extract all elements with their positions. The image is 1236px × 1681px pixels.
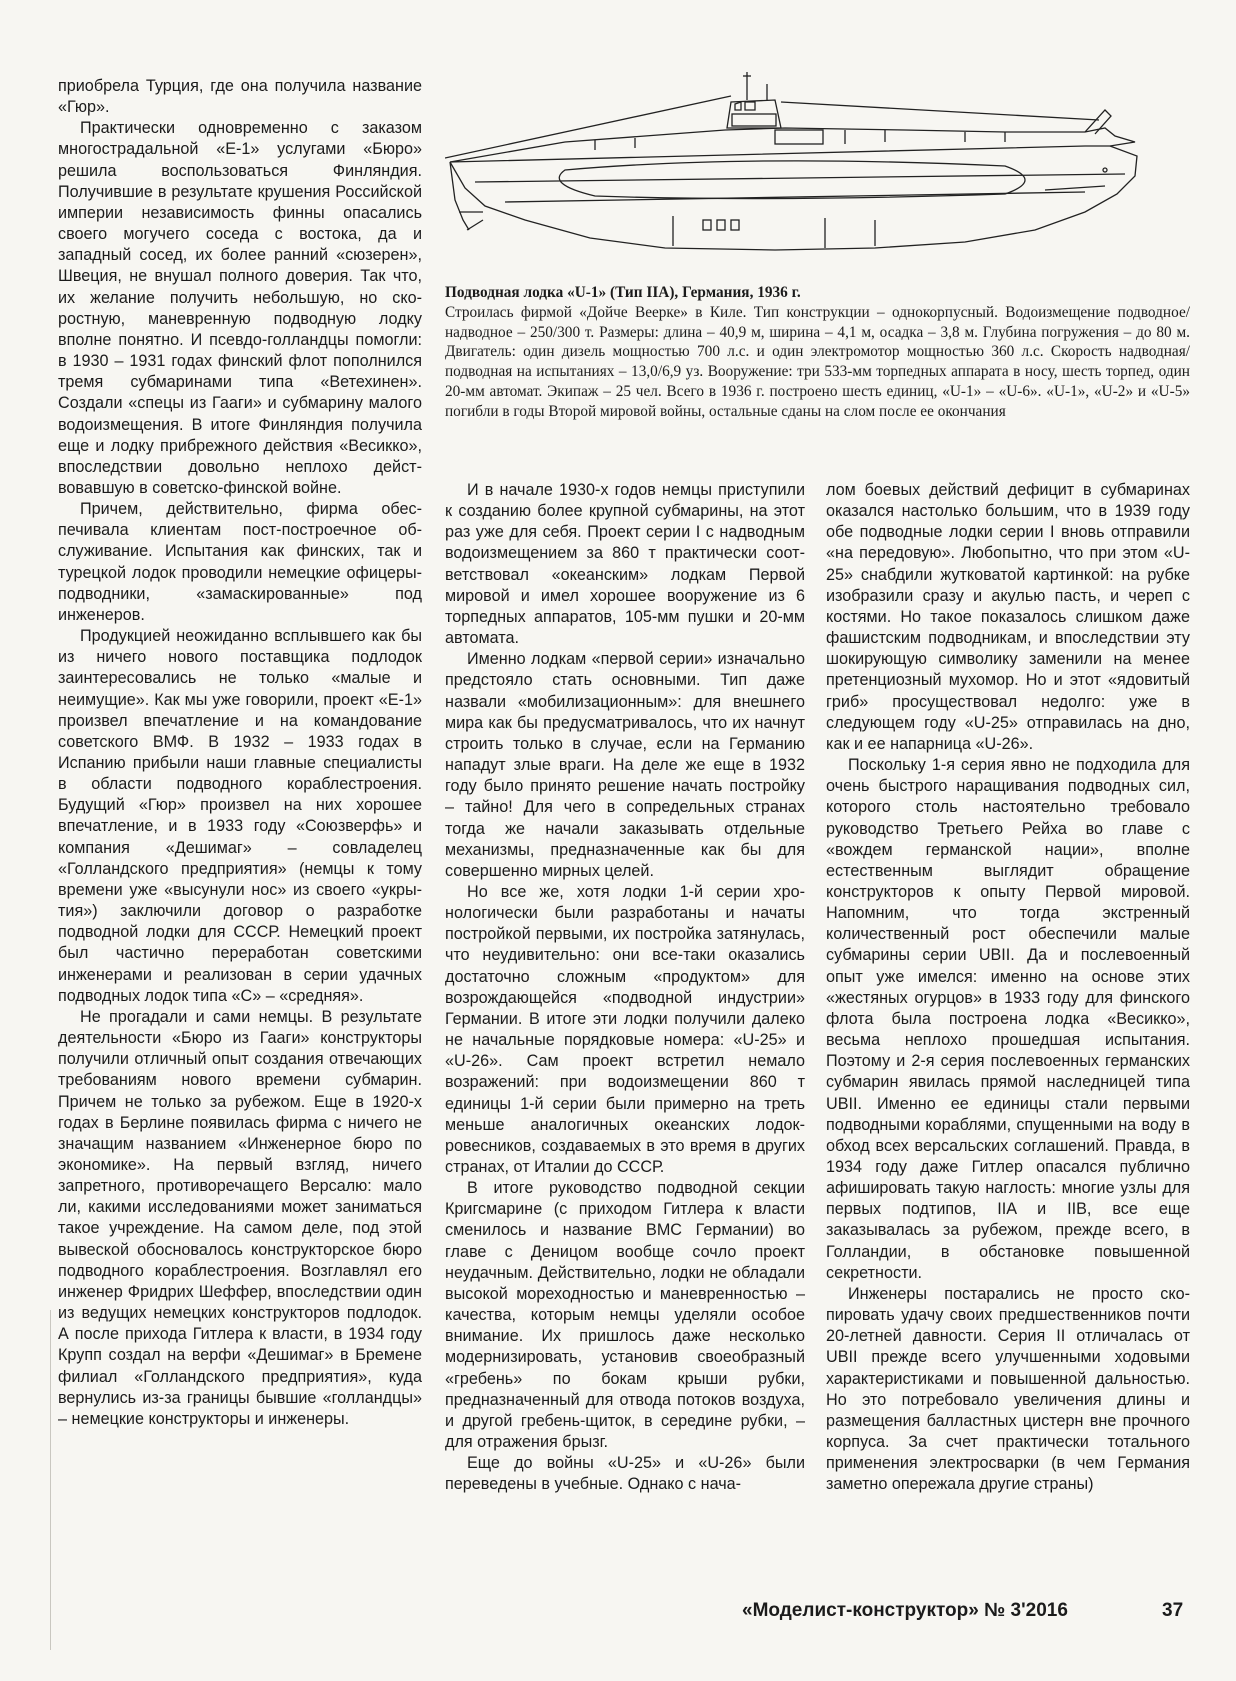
paragraph: Причем, действительно, фирма обеспечивала клиентам пост-построечное обслуживание. Испытания как финских, так и турецкой лодок проводили немецкие офицеры-подводники, «замаскированные» под инженеров. [58,500,422,624]
paragraph: Не прогадали и сами немцы. В результате деятельности «Бюро из Гааги» конструкторы получили отличный опыт создания отвечающих требованиям нового времени субмарин. Причем не только за рубежом. Еще в 1920-х годах в Берлине появилась фирма с ничего не значащим названием «Инженерное бюро по экономике». На первый взгляд, ничего запретного, противоречащего Версалю: мало ли, какими исследованиями может заниматься такое учреждение. На самом деле, под этой вывеской обосновалось конструкторское бюро подводного кораблестроения. Возглавлял его инженер Фридрих Шеффер, впоследствии один из ведущих немецких конструкторов подлодок. А после прихода Гитлера к власти, в 1934 году Крупп создал на верфи «Дешимаг» в Бремене филиал «Голландского предприятия», куда вернулись из-за границы бывшие «голландцы» – немецкие конструкторы и инженеры. [58,1007,422,1428]
text-column-1 [58,76,422,1430]
paragraph: приобрела Турция, где она получила название «Гюр». [58,77,422,117]
paragraph: Продукцией неожиданно всплывшего как бы из ничего нового поставщика подлодок заинтересовались не только «малые и неимущие». Как мы уже говорили, проект «Е-1» произвел впечатление и на командование советского ВМФ. В 1932 – 1933 годах в Испанию прибыли наши главные специалисты в области подводного кораблестроения. Будущий «Гюр» произвел на них хорошее впечатление, и в 1933 году «Союзверфь» и компания «Дешимаг» – совладелец «Голландского предприятия» (немцы к тому времени уже «высунули нос» из своего «укрытия») заключили договор о разработке подводной лодки для СССР. Немецкий проект был частично переработан советскими инженерами и реализован в серии удачных подводных лодок типа «С» – «средняя». [58,627,422,1005]
paragraph: И в начале 1930-х годов немцы приступили к созданию более крупной субмарины, на этот раз уже для себя. Проект серии I с надводным водоизмещением за 860 т практически соответствовал «океанским» лодкам Первой мировой и имел хорошее вооружение из 6 торпедных аппаратов, 105-мм пушки и 20-мм автомата. [445,481,805,648]
journal-footer: «Моделист-конструктор» № 3'2016 [742,1600,1068,1621]
paragraph: Но все же, хотя лодки 1-й серии хронологически были разработаны и начаты постройкой первыми, их постройка затянулась, что неудивительно: они все-таки оказались достаточно сложным «продуктом» для возрождающейся «подводной индустрии» Германии. В итоге эти лодки получили далеко не начальные порядковые номера: «U-25» и «U-26». Сам проект встретил немало возражений: при водоизмещении 860 т единицы 1-й серии были примерно на треть меньше аналогичных океанских лодок-ровесников, создаваемых в это время в других странах, от Италии до СССР. [445,882,805,1176]
text-column-3 [826,480,1190,1496]
figure-caption [445,283,1190,422]
paragraph: В итоге руководство подводной секции Кригсмарине (с приходом Гитлера к власти сменилось и название ВМС Германии) во главе с Деницом вообще сочло проект неудачным. Действительно, лодки не обладали высокой мореходностью и маневренностью – качества, которым немцы уделяли особое внимание. Их пришлось даже несколько модернизировать, установив своеобразный «гребень» по бокам крыши рубки, предназначенный для отвода потоков воздуха, и другой гребень-щиток, в середине рубки, – для отражения брызг. [445,1179,805,1452]
paragraph: Именно лодкам «первой серии» изначально предстояло стать основными. Тип даже назвали «мобилизационным»: для внешнего мира как бы предусматривалось, что их начнут строить только в случае, если на Германию нападут злые враги. На деле же еще в 1932 году было принято решение начать постройку – тайно! Для чего в сопредельных странах тогда же начали заказывать отдельные механизмы, предназначенные как бы для совершенно мирных целей. [445,650,805,880]
text-column-2 [445,480,805,1496]
paragraph: Инженеры постарались не просто скопировать удачу своих предшественников почти 20-летней давности. Серия II отличалась от UBII прежде всего улучшенными ходовыми характеристиками и повышенной дальностью. Но это потребовало увеличения длины и размещения балластных цистерн вне прочного корпуса. За счет практически тотального применения электросварки (в чем Германия заметно опережала другие страны) [826,1284,1190,1494]
page-number: 37 [1162,1600,1184,1621]
paragraph: лом боевых действий дефицит в субмаринах оказался настолько большим, что в 1939 году обе подводные лодки серии I вновь отправили «на передовую». Любопытно, что при этом «U-25» снабдили жутковатой картинкой: на рубке изобразили сразу и акулью пасть, и череп с костями. Но такое показалось слишком даже фашистским подводникам, и впоследствии эту шокирующую символику заменили на менее претенциозный мухомор. Но и этот «ядовитый гриб» просуществовал недолго: уже в следующем году «U-25» отправилась на дно, как и ее напарница «U-26». [826,481,1190,753]
caption-text: Строилась фирмой «Дойче Веерке» в Киле. Тип конструкции – однокорпусный. Водоизмещение подводное/надводное – 250/300 т. Размеры: длина – 40,9 м, ширина – 4,1 м, осадка – 3,8 м. Глубина погружения – до 80 м. Двигатель: один дизель мощностью 700 л.с. и один электромотор мощностью 360 л.с. Скорость надводная/подводная на испытаниях – 13,0/6,9 уз. Вооружение: три 533-мм торпедных аппарата в носу, шесть торпед, один 20-мм автомат. Экипаж – 25 чел. Всего в 1936 г. построено шесть единиц, «U-1» – «U-6». «U-1», «U-2» и «U-5» погибли в годы Второй мировой войны, остальные сданы на слом после ее окончания [445,303,1190,420]
left-margin-rule [50,1310,51,1650]
paragraph: Практически одновременно с заказом многострадальной «Е-1» услугами «Бюро» решила воспользоваться Финляндия. Получившие в результате крушения Российской империи независимость финны опасались своего могучего соседа с востока, да и западный сосед, их более ранний «сюзерен», Швеция, не внушал полного доверия. Так что, их желание получить небольшую, но скоростную, маневренную подводную лодку вполне понятно. И псевдо-голландцы помогли: в 1930 – 1931 годах финский флот пополнился тремя субмаринами типа «Ветехинен». Создали «спецы из Гааги» и субмарину малого водоизмещения. В итоге Финляндия получила еще и лодку прибрежного действия «Весикко», впоследствии довольно неплохо действовавшую в советско-финской войне. [58,119,422,497]
deck [450,128,1135,162]
submarine-drawing [445,70,1190,270]
caption-title: Подводная лодка «U-1» (Тип IIА), Германия, 1936 г. [445,284,801,301]
paragraph: Поскольку 1-я серия явно не подходила для очень быстрого наращивания подводных сил, которого столь настоятельно требовало руководство Третьего Рейха во главе с «вождем германской нации», вполне естественным выглядит обращение конструкторов к опыту Первой мировой. Напомним, что тогда экстренный количественный рост обеспечили малые субмарины серии UBII. Да и послевоенный опыт уже имелся: именно на основе этих «жестяных огурцов» в 1933 году для финского флота была построена лодка «Весикко», весьма неплохо прошедшая испытания. Поэтому и 2-я серия послевоенных германских субмарин явилась прямой наследницей типа UBII. Именно ее единицы стали первыми подводными кораблями, спущенными на воду в обход всех версальских соглашений. Правда, в 1934 году даже Гитлер опасался публично афишировать такую наглость: многие узлы для первых подтипов, IIA и IIB, все еще заказывалась за рубежом, прежде всего, в Голландии, в обстановке повышенной секретности. [826,756,1190,1282]
paragraph: Еще до войны «U-25» и «U-26» были переведены в учебные. Однако с нача- [445,1454,805,1494]
